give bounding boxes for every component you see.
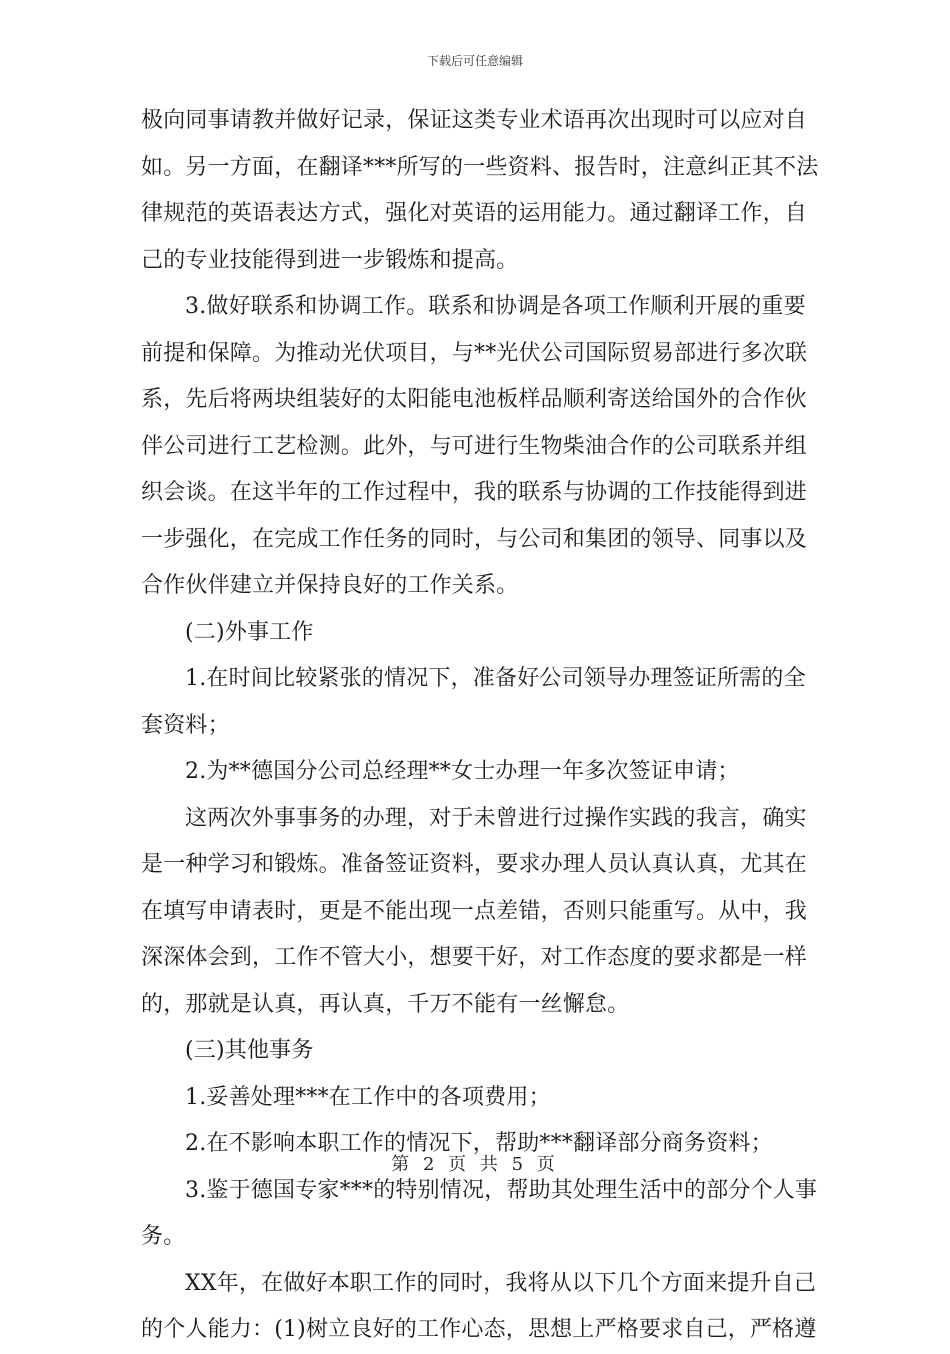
text-line: 务。 <box>141 1224 186 1249</box>
text-line: XX年，在做好本职工作的同时，我将从以下几个方面来提升自己 <box>185 1270 817 1296</box>
text-line: (三)其他事务 <box>185 1038 314 1063</box>
text-line: 极向同事请教并做好记录，保证这类专业术语再次出现时可以应对自 <box>141 108 808 133</box>
text-line: 在填写申请表时，更是不能出现一点差错，否则只能重写。从中，我 <box>141 898 808 924</box>
text-line: 的个人能力：(1)树立良好的工作心态，思想上严格要求自己，严格遵 <box>141 1317 817 1342</box>
text-line: 律规范的英语表达方式，强化对英语的运用能力。通过翻译工作，自 <box>141 201 808 226</box>
page-number-footer: 第 2 页 共 5 页 <box>391 1154 559 1175</box>
text-line: 3.做好联系和协调工作。联系和协调是各项工作顺利开展的重要 <box>185 294 806 319</box>
text-line: 3.鉴于德国专家***的特别情况，帮助其处理生活中的部分个人事 <box>185 1177 818 1203</box>
text-line: 己的专业技能得到进一步锻炼和提高。 <box>141 247 519 273</box>
text-line: 如。另一方面，在翻译***所写的一些资料、报告时，注意纠正其不法 <box>141 154 819 180</box>
text-line: 一步强化，在完成工作任务的同时，与公司和集团的领导、同事以及 <box>141 526 808 552</box>
text-line: 1.在时间比较紧张的情况下，准备好公司领导办理签证所需的全 <box>185 666 806 691</box>
text-line: 这两次外事事务的办理，对于未曾进行过操作实践的我言，确实 <box>185 805 807 831</box>
text-line: 前提和保障。为推动光伏项目，与**光伏公司国际贸易部进行多次联 <box>141 340 808 366</box>
page-header: 下载后可任意编辑 <box>426 54 523 68</box>
text-line: 织会谈。在这半年的工作过程中，我的联系与协调的工作技能得到进 <box>141 480 808 505</box>
text-line: 的，那就是认真，再认真，千万不能有一丝懈怠。 <box>141 991 630 1017</box>
text-line: 系，先后将两块组装好的太阳能电池板样品顺利寄送给国外的合作伙 <box>141 387 808 412</box>
text-line: 2.为**德国分公司总经理**女士办理一年多次签证申请； <box>185 759 740 784</box>
text-line: 深深体会到，工作不管大小，想要干好，对工作态度的要求都是一样 <box>141 945 808 970</box>
text-line: 套资料； <box>141 712 230 738</box>
text-line: (二)外事工作 <box>185 619 314 645</box>
text-line: 1.妥善处理***在工作中的各项费用； <box>185 1084 551 1110</box>
text-line: 是一种学习和锻炼。准备签证资料，要求办理人员认真认真，尤其在 <box>141 852 808 877</box>
text-line: 2.在不影响本职工作的情况下，帮助***翻译部分商务资料； <box>185 1131 773 1156</box>
text-line: 伴公司进行工艺检测。此外，与可进行生物柴油合作的公司联系并组 <box>141 433 808 459</box>
text-line: 合作伙伴建立并保持良好的工作关系。 <box>141 573 519 598</box>
